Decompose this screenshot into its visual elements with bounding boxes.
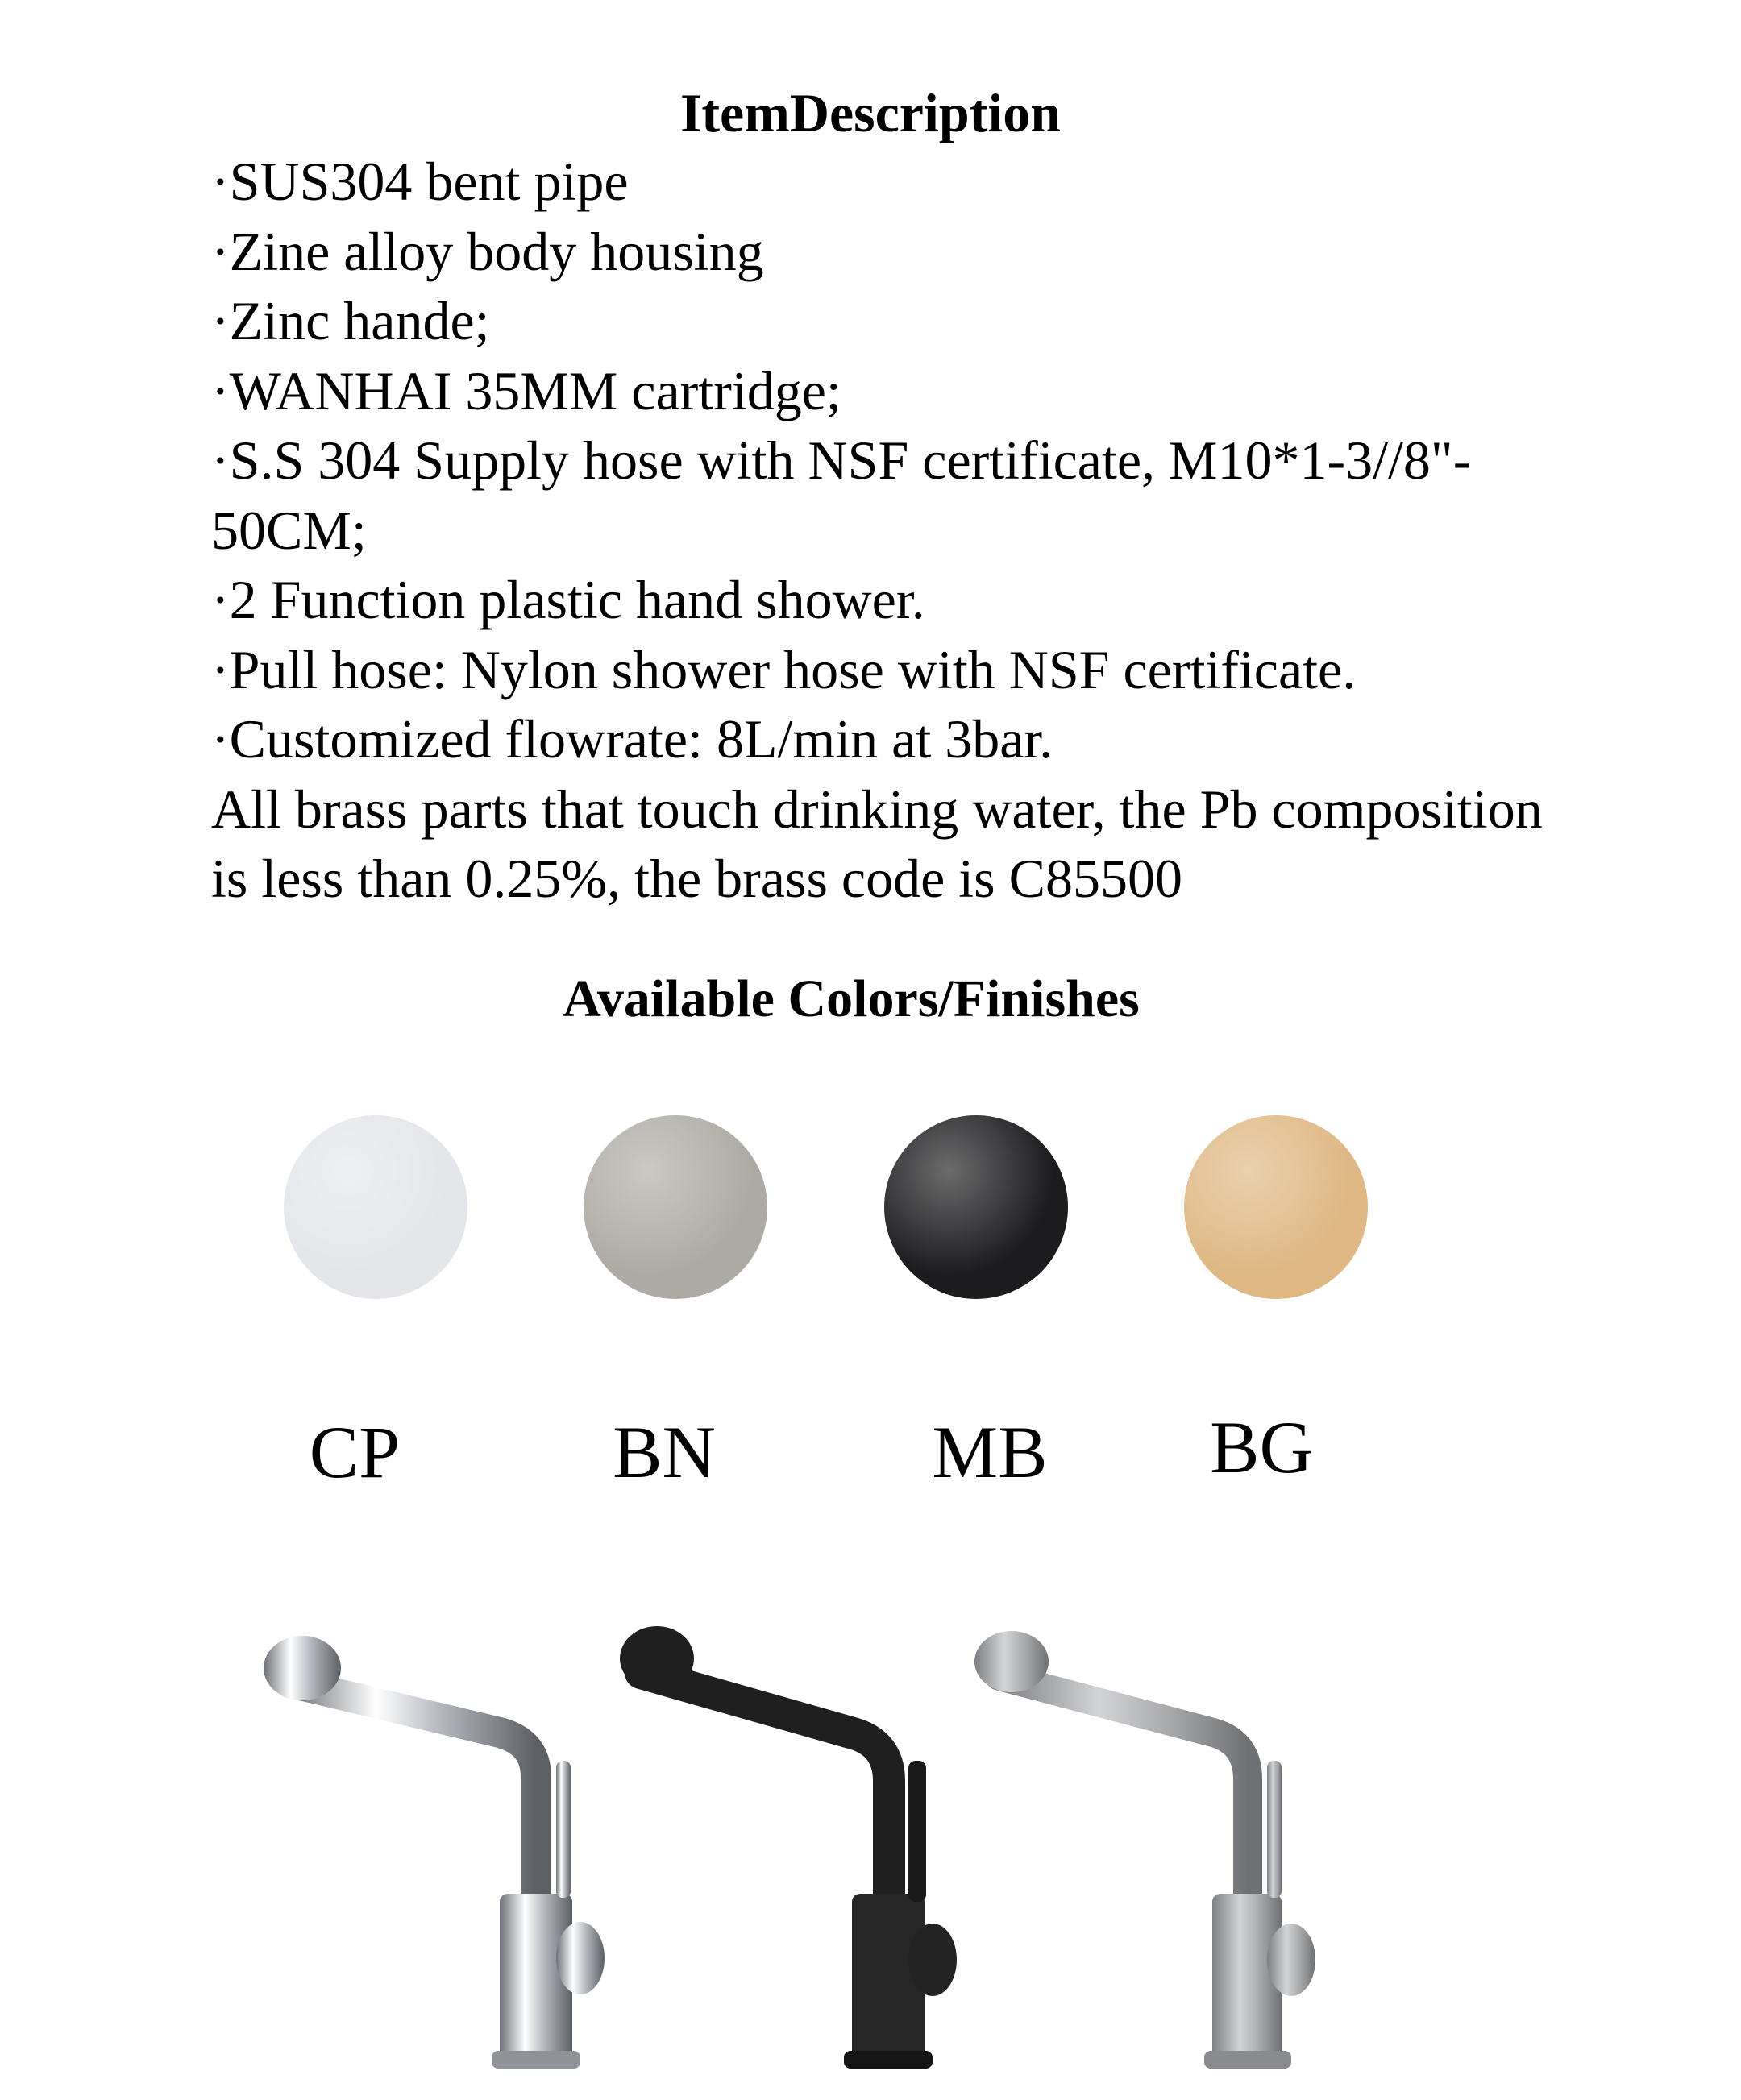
spec-line: ·Zinc hande; — [211, 290, 490, 351]
finish-label-cp: CP — [309, 1411, 401, 1493]
swatch-cp — [284, 1115, 467, 1299]
spec-line: is less than 0.25%, the brass code is C85500 — [211, 848, 1182, 909]
finish-label-mb: MB — [932, 1411, 1048, 1493]
spec-line: ·Pull hose: Nylon shower hose with NSF certificate. — [211, 638, 1357, 700]
spec-line: ·SUS304 bent pipe — [211, 151, 629, 212]
item-description-title: ItemDescription — [679, 82, 1062, 143]
finish-label-bg: BG — [1210, 1406, 1313, 1488]
spec-line: ·S.S 304 Supply hose with NSF certificate, M10*1-3//8"- — [211, 430, 1472, 491]
faucet-brushed-nickel-image — [967, 1612, 1330, 2079]
spec-line: ·Zine alloy body housing — [211, 220, 764, 282]
swatch-bn — [584, 1115, 767, 1299]
spec-list — [211, 147, 1646, 914]
spec-line: 50CM; — [211, 499, 367, 561]
faucet-matte-black-image — [617, 1612, 979, 2079]
finish-label-bn: BN — [613, 1411, 716, 1493]
spec-line: ·WANHAI 35MM cartridge; — [211, 359, 841, 421]
colors-heading: Available Colors/Finishes — [563, 969, 1140, 1028]
spec-line: ·2 Function plastic hand shower. — [211, 569, 925, 630]
spec-line: All brass parts that touch drinking water, the Pb composition — [211, 778, 1543, 840]
faucet-chrome-image — [258, 1612, 621, 2079]
spec-line: ·Customized flowrate: 8L/min at 3bar. — [211, 708, 1053, 770]
swatch-mb — [884, 1115, 1068, 1299]
swatch-bg — [1184, 1115, 1368, 1299]
